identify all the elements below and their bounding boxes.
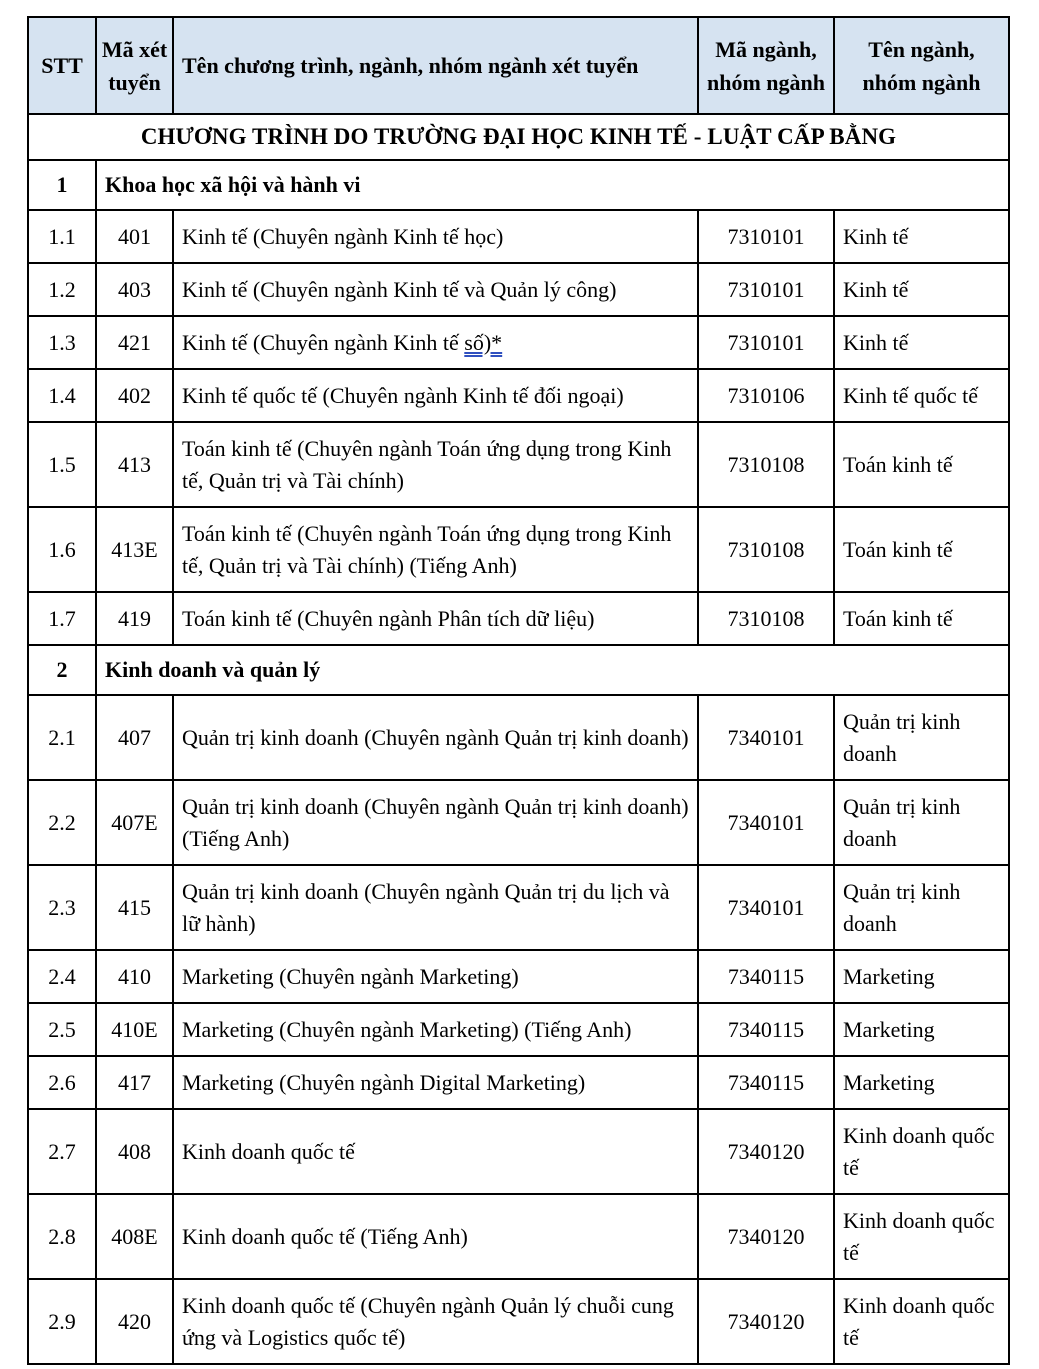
- cell-major-name: Kinh tế quốc tế: [834, 369, 1009, 422]
- cell-program: Kinh tế (Chuyên ngành Kinh tế học): [173, 210, 698, 263]
- table-row: [28, 1056, 1009, 1109]
- cell-program: Toán kinh tế (Chuyên ngành Phân tích dữ liệu): [173, 592, 698, 645]
- cell-stt: 2.1: [28, 695, 96, 780]
- table-row: [28, 1109, 1009, 1194]
- cell-major-name: Kinh tế: [834, 263, 1009, 316]
- cell-program: Quản trị kinh doanh (Chuyên ngành Quản trị kinh doanh) (Tiếng Anh): [173, 780, 698, 865]
- cell-major-code: 7340115: [698, 1056, 834, 1109]
- cell-major-name: Quản trị kinh doanh: [834, 695, 1009, 780]
- table-row: [28, 695, 1009, 780]
- cell-stt: 2.7: [28, 1109, 96, 1194]
- table-row: [28, 780, 1009, 865]
- cell-major-name: Kinh doanh quốc tế: [834, 1279, 1009, 1364]
- cell-major-name: Toán kinh tế: [834, 422, 1009, 507]
- header-ma-xet-tuyen: Mã xét tuyển: [96, 17, 173, 114]
- cell-code: 410: [96, 950, 173, 1003]
- cell-major-code: 7310101: [698, 210, 834, 263]
- cell-stt: 2.5: [28, 1003, 96, 1056]
- cell-code: 413E: [96, 507, 173, 592]
- cell-major-code: 7340101: [698, 695, 834, 780]
- cell-major-name: Toán kinh tế: [834, 507, 1009, 592]
- cell-stt: 1.5: [28, 422, 96, 507]
- table-row: [28, 263, 1009, 316]
- cell-major-name: Kinh doanh quốc tế: [834, 1109, 1009, 1194]
- cell-major-name: Quản trị kinh doanh: [834, 865, 1009, 950]
- cell-code: 421: [96, 316, 173, 369]
- cell-code: 410E: [96, 1003, 173, 1056]
- cell-major-code: 7310108: [698, 422, 834, 507]
- cell-program: [173, 316, 698, 369]
- cell-major-name: Toán kinh tế: [834, 592, 1009, 645]
- cell-code: 419: [96, 592, 173, 645]
- document-page: [27, 16, 1010, 1365]
- cell-program: Kinh doanh quốc tế: [173, 1109, 698, 1194]
- admission-table: [27, 16, 1010, 1365]
- cell-code: 402: [96, 369, 173, 422]
- cell-code: 407E: [96, 780, 173, 865]
- cell-program: Kinh doanh quốc tế (Chuyên ngành Quản lý chuỗi cung ứng và Logistics quốc tế): [173, 1279, 698, 1364]
- cell-major-code: 7340120: [698, 1194, 834, 1279]
- cell-code: 408E: [96, 1194, 173, 1279]
- cell-major-code: 7310101: [698, 316, 834, 369]
- cell-stt: 2.2: [28, 780, 96, 865]
- cell-code: 420: [96, 1279, 173, 1364]
- cell-major-code: 7340120: [698, 1109, 834, 1194]
- cell-major-code: 7310106: [698, 369, 834, 422]
- header-row: [28, 17, 1009, 114]
- header-ten-nganh: Tên ngành, nhóm ngành: [834, 17, 1009, 114]
- cell-stt: 1.2: [28, 263, 96, 316]
- cell-code: 413: [96, 422, 173, 507]
- cell-major-code: 7340115: [698, 950, 834, 1003]
- cell-major-name: Kinh tế: [834, 316, 1009, 369]
- cell-stt: 1.7: [28, 592, 96, 645]
- table-row: [28, 950, 1009, 1003]
- cell-stt: 2.3: [28, 865, 96, 950]
- cell-stt: 1.3: [28, 316, 96, 369]
- cell-major-code: 7310108: [698, 592, 834, 645]
- cell-code: 403: [96, 263, 173, 316]
- group-row: [28, 645, 1009, 695]
- section-title: CHƯƠNG TRÌNH DO TRƯỜNG ĐẠI HỌC KINH TẾ - LUẬT CẤP BẰNG: [28, 114, 1009, 160]
- cell-major-name: Kinh tế: [834, 210, 1009, 263]
- group-stt: 1: [28, 160, 96, 210]
- table-row: [28, 1194, 1009, 1279]
- table-row: [28, 210, 1009, 263]
- cell-program: Marketing (Chuyên ngành Marketing) (Tiếng Anh): [173, 1003, 698, 1056]
- cell-stt: 2.6: [28, 1056, 96, 1109]
- cell-program: Kinh tế (Chuyên ngành Kinh tế và Quản lý công): [173, 263, 698, 316]
- cell-stt: 2.4: [28, 950, 96, 1003]
- cell-major-name: Quản trị kinh doanh: [834, 780, 1009, 865]
- cell-major-name: Kinh doanh quốc tế: [834, 1194, 1009, 1279]
- table-row: [28, 1003, 1009, 1056]
- cell-major-name: Marketing: [834, 1056, 1009, 1109]
- cell-major-code: 7340120: [698, 1279, 834, 1364]
- cell-stt: 1.1: [28, 210, 96, 263]
- cell-stt: 2.9: [28, 1279, 96, 1364]
- cell-program: Kinh doanh quốc tế (Tiếng Anh): [173, 1194, 698, 1279]
- group-stt: 2: [28, 645, 96, 695]
- table-row: [28, 592, 1009, 645]
- cell-major-code: 7310101: [698, 263, 834, 316]
- group-name: Khoa học xã hội và hành vi: [96, 160, 1009, 210]
- cell-program: Toán kinh tế (Chuyên ngành Toán ứng dụng trong Kinh tế, Quản trị và Tài chính): [173, 422, 698, 507]
- section-title-row: [28, 114, 1009, 160]
- group-name: Kinh doanh và quản lý: [96, 645, 1009, 695]
- cell-program: Marketing (Chuyên ngành Marketing): [173, 950, 698, 1003]
- table-row: [28, 422, 1009, 507]
- cell-code: 401: [96, 210, 173, 263]
- table-row: [28, 1279, 1009, 1364]
- header-stt: STT: [28, 17, 96, 114]
- cell-major-code: 7340101: [698, 780, 834, 865]
- cell-stt: 2.8: [28, 1194, 96, 1279]
- group-row: [28, 160, 1009, 210]
- cell-code: 407: [96, 695, 173, 780]
- cell-program: Kinh tế quốc tế (Chuyên ngành Kinh tế đối ngoại): [173, 369, 698, 422]
- cell-major-code: 7340101: [698, 865, 834, 950]
- cell-program: Quản trị kinh doanh (Chuyên ngành Quản trị kinh doanh): [173, 695, 698, 780]
- cell-code: 408: [96, 1109, 173, 1194]
- cell-major-name: Marketing: [834, 950, 1009, 1003]
- cell-major-code: 7310108: [698, 507, 834, 592]
- header-ma-nganh: Mã ngành, nhóm ngành: [698, 17, 834, 114]
- cell-code: 417: [96, 1056, 173, 1109]
- cell-program-text: Kinh tế (Chuyên ngành Kinh tế: [182, 329, 459, 355]
- table-row: [28, 865, 1009, 950]
- cell-stt: 1.4: [28, 369, 96, 422]
- cell-program: Marketing (Chuyên ngành Digital Marketing): [173, 1056, 698, 1109]
- cell-stt: 1.6: [28, 507, 96, 592]
- spellcheck-underlined-text: số)*: [464, 329, 503, 355]
- table-row: [28, 316, 1009, 369]
- table-row: [28, 369, 1009, 422]
- cell-program: Quản trị kinh doanh (Chuyên ngành Quản trị du lịch và lữ hành): [173, 865, 698, 950]
- cell-program: Toán kinh tế (Chuyên ngành Toán ứng dụng trong Kinh tế, Quản trị và Tài chính) (Tiếng Anh): [173, 507, 698, 592]
- header-ten-chuong-trinh: Tên chương trình, ngành, nhóm ngành xét tuyển: [173, 17, 698, 114]
- table-row: [28, 507, 1009, 592]
- cell-code: 415: [96, 865, 173, 950]
- cell-major-code: 7340115: [698, 1003, 834, 1056]
- cell-major-name: Marketing: [834, 1003, 1009, 1056]
